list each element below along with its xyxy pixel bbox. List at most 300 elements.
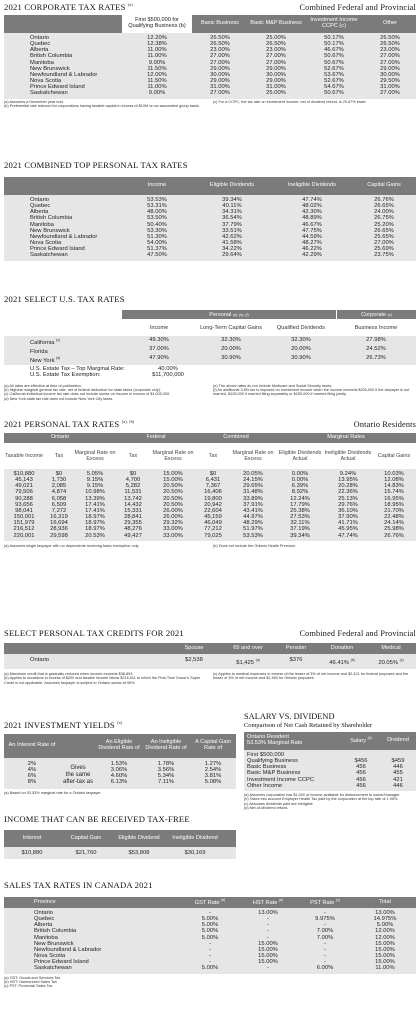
table-cell: 52.67% [324,78,344,85]
table-cell: 11.00% [375,965,395,972]
table-cell: 15.00% [258,940,278,947]
table-cell: 29.00% [380,65,400,72]
table-cell: Prince Edward Island [30,84,85,91]
col-header: First $500,000 for Qualifying Business (b) [122,15,192,33]
table-cell: 53.53% [243,532,263,539]
table-cell: - [209,946,211,953]
credits-title: SELECT PERSONAL TAX CREDITS FOR 2021 [4,628,184,638]
table-cell: 50.67% [324,53,344,60]
table-cell: 6.39% [291,483,309,490]
col-header: Total [379,898,391,905]
table-cell: - [324,910,326,916]
table-cell: 5.00% [201,965,219,972]
table-cell: 7.11% [157,779,174,786]
table-cell: 53.67% [324,71,344,78]
table-cell: 456 [356,764,366,771]
salary-title: SALARY VS. DIVIDEND [244,712,335,721]
table-cell: 26.76% [374,197,394,203]
value-cell [366,657,416,666]
table-cell: 1.53% [110,761,128,767]
footnote: (b) HST: Harmonized Sales Tax [4,979,57,984]
table-cell: 27.00% [266,59,286,66]
table-cell: 51.37% [147,246,167,253]
table-cell: 49,427 [124,532,142,539]
taxfree-row [4,847,236,859]
table-cell: 6.00% [316,965,334,972]
section-header [4,628,416,639]
table-cell: 16,319 [50,514,68,521]
table-cell: Newfoundland & Labrador [30,233,98,240]
table-cell: 20,942 [204,501,222,508]
table-cell: 20.50% [163,501,183,508]
table-cell: 26.50% [380,35,400,41]
salary-subtitle: Comparison of Net Cash Retained by Shareholder [244,722,373,729]
table-cell: 41.58% [222,240,242,247]
table-cell: 3.06% [110,767,128,774]
footnote: (b) Highest marginal general tax rate, net of federal deduction for state taxes (corporate only). [4,387,162,392]
table-cell: 34.31% [222,209,242,216]
footnote-ref: (a) [221,897,226,902]
table-cell: 16,694 [50,520,68,527]
footnote: (b) Does not include the Ontario Health Premium. [213,543,297,548]
table-cell: 446 [393,782,403,789]
table-cell: 7.00% [316,928,334,935]
table-cell: 24.14% [384,520,404,527]
footnote: (c) Assumes dividends paid are ineligible. [244,801,314,806]
table-cell: 50.67% [324,59,344,66]
table-cell: 52.67% [324,65,344,72]
table-cell: 26.50% [210,35,230,41]
table-cell: 25.20% [374,221,394,228]
table-row [4,252,416,258]
table-cell: 25.65% [374,233,394,240]
col-header: Marginal Rate on Excess [152,450,194,462]
table-cell: $459 [391,758,405,765]
col-header: Other [383,20,397,27]
table-cell: 456 [356,776,366,783]
table-cell: 22.48% [384,514,404,521]
table-cell: 26.65% [374,203,394,210]
table-cell: Alberta [30,209,49,216]
footnote-ref: (b) [278,897,284,902]
table-cell: 26.75% [374,215,394,222]
table-cell: 41.71% [338,520,358,527]
col-header: Tax [128,453,138,459]
table-cell: Prince Edward Island [34,959,89,966]
table-cell: 27.53% [290,514,310,521]
footnote: (b) Preferential rate reduced for corporations having taxable capital in excess of $10M on an associated group basis. [4,103,200,108]
table-cell: - [267,922,269,929]
col-header: Ineligible Dividends [287,182,337,189]
footnote: (a) Assumes a December year end. [4,99,64,104]
table-cell: 48.89% [302,215,322,222]
col-header: An Eligible Dividend Rate of [98,739,140,751]
blank-header [4,310,122,319]
table-cell: 5,282 [125,483,141,490]
table-cell: 29,598 [50,532,68,539]
table-cell: 10.98% [85,489,105,496]
taxfree-title: INCOME THAT CAN BE RECEIVED TAX-FREE [4,814,190,824]
table-cell: 29.00% [210,78,230,85]
table-cell: 7,367 [205,483,221,490]
personal-group-header [122,310,336,319]
col-header: Province [34,898,56,905]
table-cell: Prince Edward Island [30,246,85,253]
table-cell: 39.34% [222,197,242,203]
table-cell: 27.00% [380,90,400,97]
section-header [4,294,416,305]
us-title: 2021 SELECT U.S. TAX RATES [4,294,125,304]
us-tax-section [4,294,416,401]
table-cell: 20.50% [163,495,183,502]
col-header: Long-Term Capital Gains [200,324,262,331]
table-cell: 27.00% [210,59,230,66]
table-cell: 15.00% [375,959,395,966]
footnote: (c) For a CCPC, the tax rate on investment income, net of dividend refund, is 20.67% lower. [213,99,367,104]
table-cell: 27.00% [374,240,394,247]
taxfree-column-headers [4,830,236,847]
table-cell: 23.00% [266,47,286,54]
table-cell: 33.00% [163,532,183,539]
value-cell: $376 [289,657,303,663]
table-cell: 18.97% [85,520,105,527]
col-header: Dividend [387,737,409,744]
table-row [4,90,416,96]
group-header: Combined [223,434,249,441]
state-cell [4,337,122,346]
table-cell: 46.67% [324,47,344,54]
table-cell: 11.00% [147,53,167,60]
table-cell: 22.36% [338,489,358,496]
col-header [240,899,296,907]
col-header: Donation [330,644,354,651]
table-cell: 456 [356,782,366,789]
col-header: A Capital Gain Rate of [195,739,231,751]
col-header: Ineligible Dividends Actual [324,450,372,462]
col-header: Eligible Dividends Actual [278,450,322,462]
col-header: Marginal Rate on Excess [74,450,116,462]
table-cell: 26.50% [266,41,286,48]
table-cell: 29.32% [163,520,183,527]
value-text: 20.05% [378,659,399,666]
yields-title: 2021 INVESTMENT YIELDS [4,720,115,730]
table-cell: 8% [27,779,37,786]
yields-table-body [4,758,236,789]
footnote-ref: (c) [399,658,404,662]
table-cell: New Brunswick [34,940,74,947]
state-name: Florida [30,349,48,355]
table-cell: 23.00% [380,47,400,54]
state-name: New York [30,358,55,365]
table-cell: 4,874 [51,489,67,496]
table-cell: 49,021 [15,483,33,490]
province-cell: Ontario [30,657,50,663]
col-header: Taxable Income [5,453,43,459]
table-cell: 4.60% [110,773,128,780]
table-cell: 25.98% [384,526,404,533]
table-cell: 27.00% [380,59,400,66]
table-cell: 50.40% [147,221,167,228]
resident-header [244,735,342,747]
footnote-ref: (a) [255,658,260,662]
footnote-ref: (d) [56,356,61,361]
table-cell: 0.00% [291,477,309,484]
footnote: (e) The above rates do not include Medicare and Social Security taxes. [213,383,333,388]
footnote-ref: (b) [367,736,372,741]
table-cell: 23.75% [374,252,394,259]
table-cell: 50.67% [324,90,344,97]
value-cell [222,657,274,666]
table-cell: 216,512 [13,526,35,533]
table-cell: Nova Scotia [30,78,62,85]
table-cell: 26.50% [380,41,400,48]
sales-column-headers [4,897,416,908]
table-cell: 5.00% [201,916,219,923]
table-cell: 5.34% [157,773,175,780]
table-cell: 27.00% [266,53,286,60]
table-row [4,965,416,971]
table-cell: Ontario [30,35,50,41]
table-cell: Quebec [30,41,51,48]
table-cell: 14,432 [124,501,142,508]
table-cell: 15.00% [375,940,395,947]
credits-footnotes [4,672,416,685]
table-cell: 5.00% [376,922,394,929]
table-cell: 27.00% [210,53,230,60]
footnote: (b) Applies to donations in excess of $200 and taxable income below $216,511 to which the First-Time Donor's Super Credit is not applicable. Assumes taxpayer is subject to Ontario surtax at 56%. [4,676,201,685]
investment-yields-section [4,720,236,795]
table-cell: 37.00% [149,346,169,353]
table-cell: 45.95% [338,526,358,533]
table-cell: 6,509 [51,501,67,508]
col-header: Investment Income CCPC (c) [310,17,358,29]
corporate-column-headers [4,15,416,33]
col-header: 65 and over [233,644,263,651]
table-cell: - [209,953,211,960]
table-cell: Saskatchewan [30,90,68,97]
table-cell: Saskatchewan [34,965,72,972]
table-cell: 32.30% [291,337,311,343]
table-cell: - [267,928,269,935]
table-cell: 29.00% [266,65,286,72]
table-cell: 51.30% [147,233,167,240]
col-header: Spouse [184,644,204,651]
table-cell: 3.56% [157,767,175,774]
table-cell: 31.00% [210,84,230,91]
table-cell: 47.90% [149,355,169,362]
salary-column-headers [244,732,416,750]
table-cell: 1,730 [51,477,67,484]
table-cell: 13,742 [124,495,142,502]
table-cell: 25.69% [374,246,394,253]
personal-column-headers [4,177,416,195]
footnote: (d) Net-of-dividend refund. [244,806,289,811]
table-cell: 12.38% [147,41,167,48]
footnote-ref: (c) [335,897,340,902]
table-cell: 79,506 [15,489,33,496]
table-cell: 15.00% [258,953,278,960]
table-cell: Quebec [34,916,55,923]
table-cell: 44.97% [243,514,263,521]
table-cell: 30.90% [221,355,241,362]
table-cell: 15.00% [163,477,183,484]
table-cell: 29.65% [243,483,263,490]
table-cell: 44.59% [302,233,322,240]
table-cell: 4,700 [125,477,141,484]
credits-subtitle: Combined Federal and Provincial [299,629,416,638]
table-cell: 53.50% [147,215,167,222]
table-cell: 31.48% [243,489,263,496]
corporate-footnotes [4,100,416,109]
table-cell: 50.17% [324,35,344,41]
table-cell: 421 [393,776,403,783]
ontario-column-headers [4,443,416,469]
footnote-ref: (b) [350,658,355,662]
footnote: (b) Takes into account Employer Health Tax paid by the corporation at the top rate of 1.95%. [244,797,399,802]
table-cell: 39.34% [290,532,310,539]
table-cell: 28,841 [124,514,142,521]
table-cell: 13.39% [85,495,105,502]
table-cell: 29.00% [266,78,286,85]
table-cell: 98,041 [15,507,33,514]
us-group-headers [4,310,416,319]
table-cell: 30.00% [266,71,286,78]
table-cell: 2,085 [51,483,67,490]
table-cell: 25.00% [266,35,286,41]
table-cell: 12.20% [147,35,167,41]
table-cell: 25.00% [266,90,286,97]
table-cell: 18.97% [85,514,105,521]
corporate-title: 2021 CORPORATE TAX RATES [4,2,126,12]
table-cell: 0.00% [291,471,309,477]
table-cell: 93,656 [15,501,33,508]
table-cell: 2% [27,761,37,767]
table-cell: Basic M&P Business [247,770,301,777]
footnote-ref: (c) [56,338,61,342]
table-cell: - [324,946,326,953]
table-cell: 26.00% [163,514,183,521]
footnote: (c) California individual income tax rate does not include surtax on income in excess of $1,000,000. [4,392,171,397]
table-cell: 9.15% [86,477,104,484]
table-cell: 46.22% [302,246,322,253]
col-header [342,737,380,745]
ontario-group-headers [4,433,416,443]
table-cell: - [267,934,269,941]
table-cell: U.S. Estate Tax – Top Marginal Rate: [30,366,125,373]
yields-column-headers [4,734,236,758]
footnote-ref: (a) [128,2,134,8]
us-footnotes [4,384,416,402]
table-cell: Nova Scotia [30,240,62,247]
col-header [180,899,240,907]
us-column-headers [4,319,416,336]
table-cell: 2.54% [204,767,222,774]
table-cell: 7.00% [316,934,334,941]
table-cell: 53.30% [147,227,167,234]
table-cell: 25.38% [290,507,310,514]
table-cell: 27.00% [210,90,230,97]
table-cell: 37.90% [338,514,358,521]
table-cell: 14.83% [384,483,404,490]
table-cell: 446 [393,764,403,771]
credits-row [4,654,416,669]
table-cell: 456 [356,770,366,777]
table-cell: 24.15% [243,477,263,484]
ontario-table-body [4,469,416,541]
table-cell: 29.76% [338,501,358,508]
table-cell: 77,212 [204,526,222,533]
table-cell: 13.00% [375,910,395,916]
table-cell: Saskatchewan [30,252,68,259]
footnote-ref: (a), (b), (f) [232,312,249,317]
table-cell: 4% [27,767,37,774]
table-cell: 18.95% [384,501,404,508]
footnote: (a) Maximum credit that is gradually reduced when income exceeds $38,893. [4,672,134,677]
table-cell: 42.62% [222,233,242,240]
group-label: Corporate [361,311,387,318]
table-cell: 47.74% [338,532,358,539]
corporate-tax-section [4,2,416,108]
table-cell: 455 [393,770,403,777]
table-cell: $0 [55,471,63,477]
table-cell: 16.95% [384,495,404,502]
table-cell: 29,355 [124,520,142,527]
value-cell: $10,880 [21,850,43,856]
footnote: (d) New York state tax rate does not include New York City taxes. [4,396,114,401]
table-cell: 42.29% [302,252,322,259]
table-cell: 15.74% [384,489,404,496]
table-cell: 50.17% [324,41,344,48]
table-cell: 24.52% [366,346,386,353]
table-cell: Ontario [30,197,50,203]
table-cell: 40.00% [158,366,178,373]
table-cell: 5.05% [86,471,104,477]
table-cell: 15.00% [163,471,183,477]
col-header: Basic Business [201,20,239,27]
table-cell: - [324,940,326,947]
table-cell: New Brunswick [30,227,70,234]
table-cell: 12.00% [375,928,395,935]
col-header: Qualified Dividends [276,324,326,331]
table-cell: 9.975% [315,916,335,923]
table-cell: 30.90% [291,355,311,362]
footnote-ref: (a) [117,720,123,726]
table-row [4,779,60,785]
header-text: HST Rate [252,899,278,906]
footnote: (a) Based on 53.53% marginal rate for a Ontario taxpayer. [4,791,102,795]
table-cell: 23.00% [210,47,230,54]
sales-footnotes [4,976,416,989]
table-cell: 20.00% [221,346,241,353]
table-cell: 6,431 [205,477,221,484]
table-cell: 48,276 [124,526,142,533]
table-row [244,783,416,789]
col-header: Capital Gains [367,182,401,189]
header-text: PST Rate [310,899,335,906]
table-cell: 28,936 [50,526,68,533]
table-cell: 29.64% [222,252,242,259]
table-cell: 11,531 [124,489,142,496]
table-cell: 33.51% [222,227,242,234]
table-cell: 17.41% [85,501,105,508]
value-text: 46.41% [329,659,349,666]
table-cell: - [324,959,326,966]
table-cell: 22,604 [204,507,222,514]
table-cell: 15.00% [258,946,278,953]
table-cell: 46,049 [204,520,222,527]
sales-title: SALES TAX RATES IN CANADA 2021 [4,880,153,890]
table-cell: 12.00% [147,71,167,78]
